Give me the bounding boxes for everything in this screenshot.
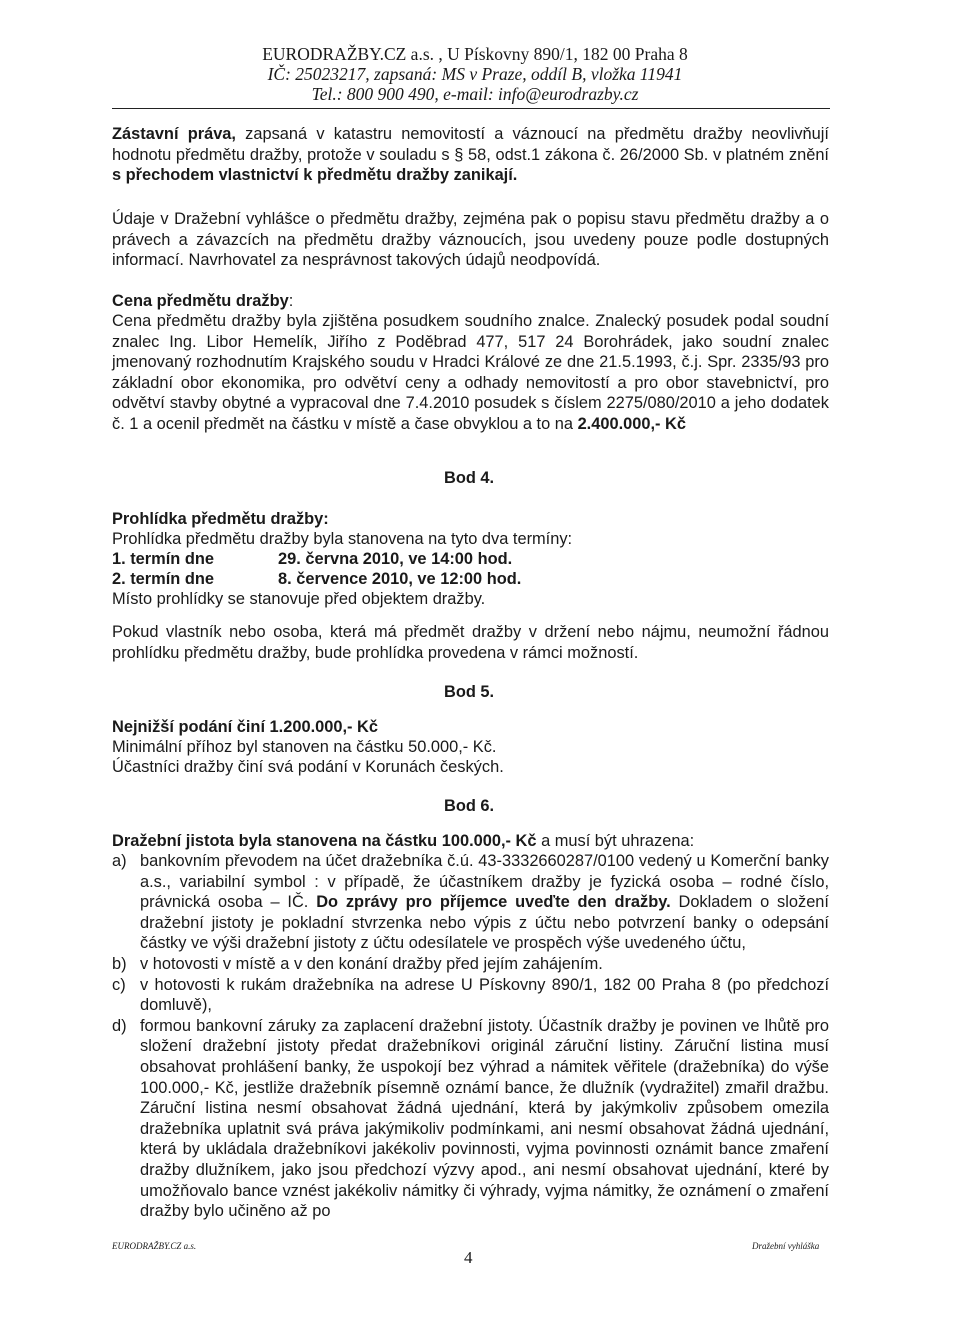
paragraph-data-disclaimer: Údaje v Dražební vyhlášce o předmětu dražby, zejména pak o popisu stavu předmětu dražby a o právech a závazcích na předmětu dražby váznoucích, jsou uvedeny pouze podle dostupných informací. Navrhovatel za nesprávnost takových údajů neodpovídá.: [112, 210, 829, 270]
price-text: Cena předmětu dražby byla zjištěna posudkem soudního znalce. Znalecký posudek podal soudní znalec Ing. Libor Hemelík, Jiřího z Poděbrad 477, 517 24 Borohrádek, jako soudní znalec jmenovaný rozhodnutím Krajského soudu v Hradci Králové ze dne 21.5.1993, č.j. Spr. 2335/93 pro základní obor ekonomika, pro odvětví ceny a odhady nemovitostí a pro obor stavebnictví, pro odvětví stavby obytné a vypracoval dne 7.4.2010 posudek s číslem 2275/080/2010 a jeho dodatek č. 1 a ocenil předmět na částku v místě a čase obvyklou a to na: [112, 312, 829, 433]
list-marker: a): [112, 852, 127, 870]
list-item-text-cont: Dokladem o složení dražební jistoty je pokladní stvrzenka nebo výpis z účtu nebo potvrzení banky o odepsání částky ve výši dražební jistoty z účtu odesílatele ve prospěch výše uvedeného účtu,: [140, 893, 829, 953]
paragraph-price: [112, 311, 829, 435]
list-item: [112, 954, 829, 975]
header-company: EURODRAŽBY.CZ a.s. , U Pískovny 890/1, 182 00 Praha 8: [262, 44, 688, 64]
deposit-heading-bold: Dražební jistota byla stanovena na částku 100.000,- Kč: [112, 832, 537, 850]
term-1-label: 1. termín dne: [112, 550, 215, 568]
header-registration: IČ: 25023217, zapsaná: MS v Praze, oddíl B, vložka 11941: [267, 64, 683, 84]
pledge-rights-conclusion: s přechodem vlastnictví k předmětu dražby zanikají.: [112, 166, 518, 185]
inspection-place: Místo prohlídky se stanovuje před objektem dražby.: [112, 590, 486, 608]
price-heading: [112, 291, 829, 312]
inspection-heading: Prohlídka předmětu dražby:: [112, 510, 329, 528]
deposit-heading: [112, 831, 829, 852]
pledge-rights-label: Zástavní práva,: [112, 125, 236, 143]
term-2-label: 2. termín dne: [112, 570, 215, 588]
inspection-intro: Prohlídka předmětu dražby byla stanovena na tyto dva termíny:: [112, 530, 573, 548]
list-item: [112, 851, 829, 954]
section-bod-5: Bod 5.: [444, 683, 495, 701]
section-bod-6: Bod 6.: [444, 797, 495, 815]
header-rule: [112, 108, 830, 109]
list-item-text: v hotovosti v místě a v den konání dražby před jejím zahájením.: [140, 954, 603, 973]
paragraph-pledge-rights: [112, 124, 829, 186]
footer-document-title: Dražební vyhláška: [752, 1241, 820, 1251]
list-marker: d): [112, 1016, 127, 1035]
inspection-term-1: [112, 549, 513, 570]
list-item: [112, 975, 829, 1016]
price-amount: 2.400.000,- Kč: [577, 414, 686, 433]
inspection-note: Pokud vlastník nebo osoba, která má předmět dražby v držení nebo nájmu, neumožní řádnou prohlídku předmětu dražby, bude prohlídka provedena v rámci možností.: [112, 623, 829, 662]
list-item-text: v hotovosti k rukám dražebníka na adrese U Pískovny 890/1, 182 00 Praha 8 (po předchozí domluvě),: [140, 975, 829, 1015]
list-item-text: formou bankovní záruky za zaplacení dražební jistoty. Účastník dražby je povinen ve lhůtě pro složení dražební jistoty předat dražebníkovi originál záruční listiny. Záruční listina musí obsahovat prohlášení banky, že uspokojí bez výhrad a námitek věřitele (dražebníka) do výše 100.000,- Kč, jestliže dražebník písemně oznámí bance, že dlužník (vydražitel) zmařil dražbu. Záruční listina nesmí obsahovat žádná ujednání, která by jakýmkoliv způsobem omezila dražebníka uplatnit svá práva jakýmikoliv podmínkami, ani nesmí obsahovat žádná ujednání, která by ukládala dražebníkovi jakékoliv povinnosti, vyjma povinnosti oznámit bance zmaření dražby dlužníkem, jako jsou předchozí výzvy apod., ani nesmí obsahovat ujednání, které by umožňovalo bance vznést jakékoliv námitky či výhrady, vyjma námitky, že oznámení o zmaření dražby bylo učiněno až po: [140, 1016, 829, 1221]
bid-currency: Účastníci dražby činí svá podání v Korunách českých.: [112, 758, 504, 776]
list-item-bold: Do zprávy pro příjemce uveďte den dražby.: [316, 893, 671, 912]
deposit-heading-rest: a musí být uhrazena:: [536, 832, 695, 850]
term-2-date: 8. července 2010, ve 12:00 hod.: [278, 570, 522, 588]
term-1-date: 29. června 2010, ve 14:00 hod.: [278, 550, 513, 568]
list-marker: b): [112, 954, 127, 973]
price-heading-text: Cena předmětu dražby: [112, 292, 289, 310]
footer-company: EURODRAŽBY.CZ a.s.: [112, 1241, 197, 1251]
header-contact: Tel.: 800 900 490, e-mail: info@eurodrazby.cz: [311, 84, 639, 104]
minimum-bid-heading: Nejnižší podání činí 1.200.000,- Kč: [112, 718, 378, 736]
page-number: 4: [464, 1248, 473, 1267]
deposit-methods-list: [112, 851, 829, 1222]
inspection-term-2: [112, 569, 522, 590]
price-heading-colon: :: [288, 292, 294, 310]
list-marker: c): [112, 975, 126, 994]
minimum-increment: Minimální příhoz byl stanoven na částku 50.000,- Kč.: [112, 738, 497, 756]
list-item: [112, 1016, 829, 1222]
pledge-rights-text: zapsaná v katastru nemovitostí a váznoucí na předmětu dražby neovlivňují hodnotu předmětu dražby, protože v souladu s § 58, odst.1 zákona č. 26/2000 Sb. v platném znění: [112, 125, 829, 164]
section-bod-4: Bod 4.: [444, 469, 495, 487]
list-item-text: bankovním převodem na účet dražebníka č.ú. 43-3332660287/0100 vedený u Komerční banky a.s., variabilní symbol : v případě, že účastníkem dražby je fyzická osoba – rodné číslo, právnická osoba – IČ.: [140, 852, 829, 912]
